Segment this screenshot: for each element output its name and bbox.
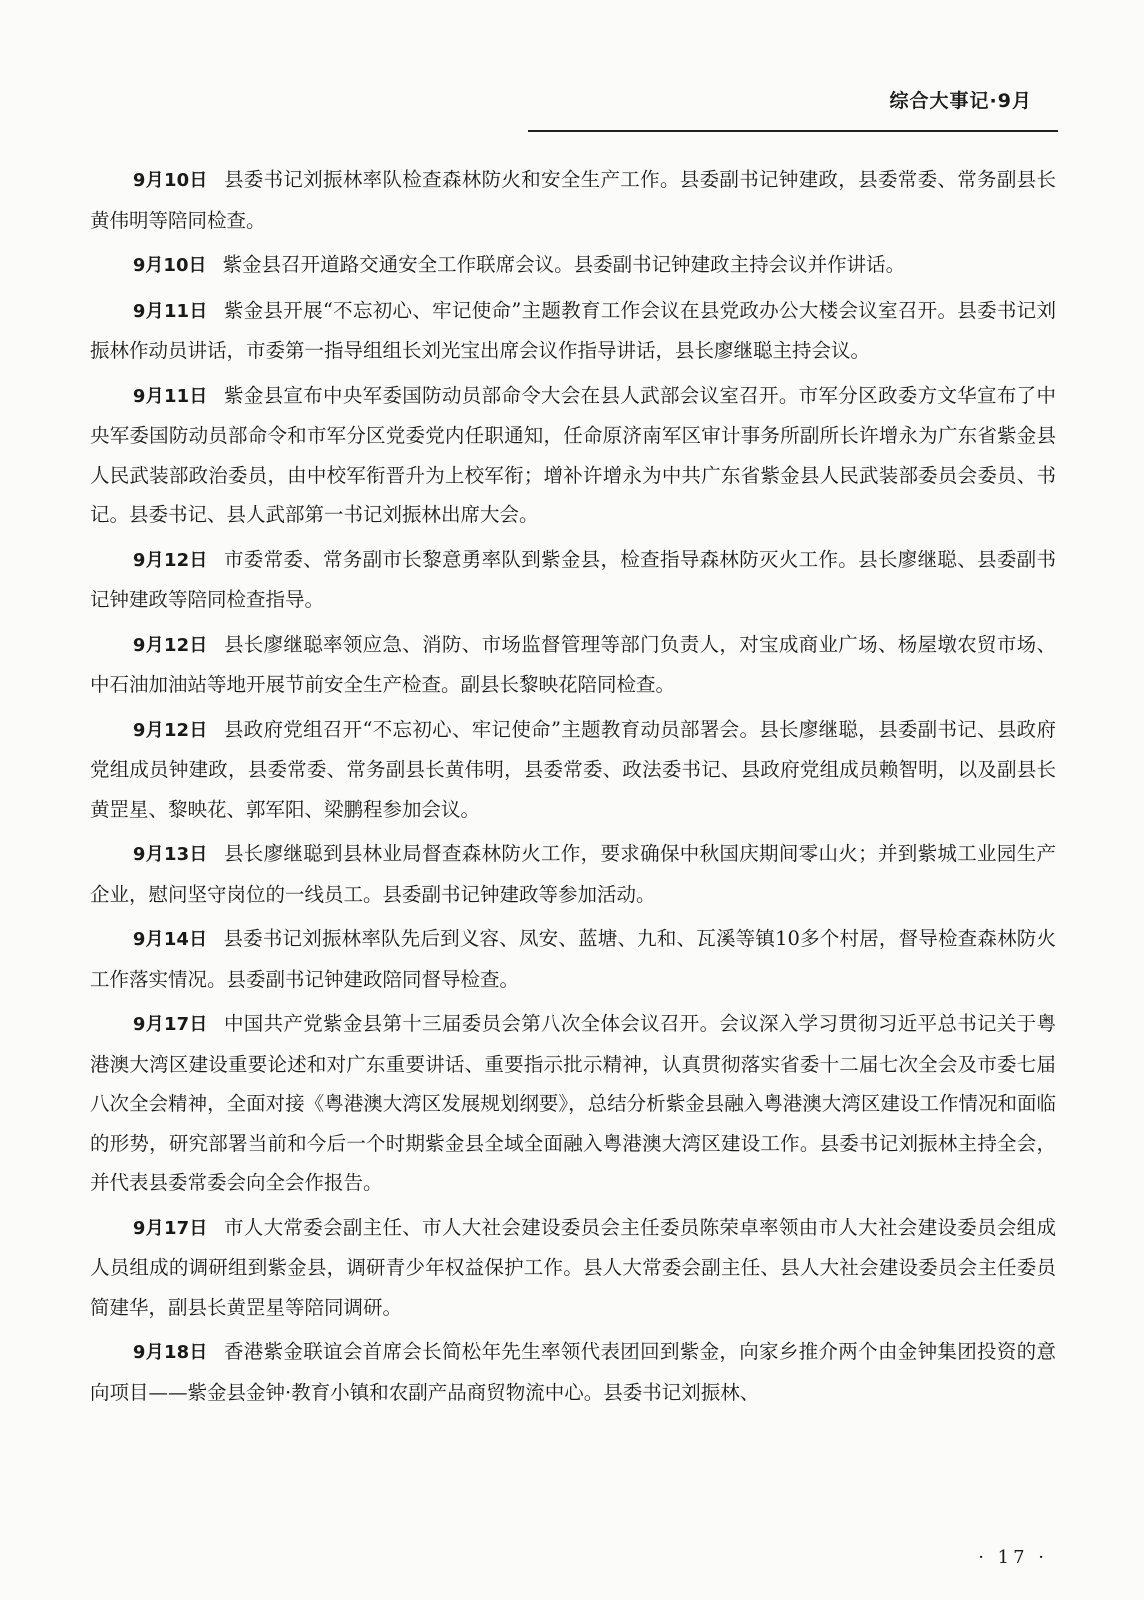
chronicle-entry [90,625,1056,705]
chronicle-entry [90,1332,1056,1412]
entry-text: 紫金县开展“不忘初心、牢记使命”主题教育工作会议在县党政办公大楼会议室召开。县委书记刘振林作动员讲话，市委第一指导组组长刘光宝出席会议作指导讲话，县长廖继聪主持会议。 [90,298,1056,362]
entry-text: 县长廖继聪率领应急、消防、市场监督管理等部门负责人，对宝成商业广场、杨屋墩农贸市场、中石油加油站等地开展节前安全生产检查。副县长黎映花陪同检查。 [90,632,1056,696]
entry-text: 香港紫金联谊会首席会长简松年先生率领代表团回到紫金，向家乡推介两个由金钟集团投资的意向项目——紫金县金钟·教育小镇和农副产品商贸物流中心。县委书记刘振林、 [90,1340,1056,1404]
entry-date: 9月12日 [132,719,208,741]
entry-text: 紫金县宣布中央军委国防动员部命令大会在县人武部会议室召开。市军分区政委方文华宣布了中央军委国防动员部命令和市军分区党委党内任职通知，任命原济南军区审计事务所副所长许增永为广东省紫金县人民武装部政治委员，由中校军衔晋升为上校军衔；增补许增永为中共广东省紫金县人民武装部委员会委员、书记。县委书记、县人武部第一书记刘振林出席大会。 [90,383,1056,526]
chronicle-entry [90,376,1056,535]
entry-date: 9月10日 [132,170,208,191]
entry-date: 9月10日 [132,255,207,276]
entry-date: 9月11日 [132,300,208,322]
entry-date: 9月18日 [132,1342,208,1363]
entry-date: 9月11日 [132,385,208,407]
entry-date: 9月12日 [132,634,208,656]
chronicle-entry [90,540,1056,620]
entry-text: 县政府党组召开“不忘初心、牢记使命”主题教育动员部署会。县长廖继聪，县委副书记、县政府党组成员钟建政，县委常委、常务副县长黄伟明，县委常委、政法委书记、县政府党组成员赖智明，以及副县长黄罡星、黎映花、郭军阳、梁鹏程参加会议。 [90,717,1056,821]
entry-text: 市人大常委会副主任、市人大社会建设委员会主任委员陈荣卓率领由市人大社会建设委员会组成人员组成的调研组到紫金县，调研青少年权益保护工作。县人大常委会副主任、县人大社会建设委员会主任委员简建华，副县长黄罡星等陪同调研。 [90,1215,1056,1319]
running-header: 综合大事记·9月 [889,90,1032,112]
entry-text: 县委书记刘振林率队检查森林防火和安全生产工作。县委副书记钟建政，县委常委、常务副县长黄伟明等陪同检查。 [90,168,1056,232]
chronicle-entry [90,710,1056,830]
chronicle-entry [90,160,1056,240]
entry-date: 9月13日 [132,844,208,865]
entry-text: 县长廖继聪到县林业局督查森林防火工作，要求确保中秋国庆期间零山火；并到紫城工业园生产企业，慰问坚守岗位的一线员工。县委副书记钟建政等参加活动。 [90,842,1056,906]
entry-date: 9月17日 [132,1014,208,1035]
chronicle-entry [90,1208,1056,1328]
chronicle-entry [90,1004,1056,1203]
chronicle-entry [90,919,1056,999]
entry-text: 中国共产党紫金县第十三届委员会第八次全体会议召开。会议深入学习贯彻习近平总书记关于粤港澳大湾区建设重要论述和对广东重要讲话、重要指示批示精神，认真贯彻落实省委十二届七次全会及市委七届八次全会精神，全面对接《粤港澳大湾区发展规划纲要》，总结分析紫金县融入粤港澳大湾区建设工作情况和面临的形势，研究部署当前和今后一个时期紫金县全域全面融入粤港澳大湾区建设工作。县委书记刘振林主持全会，并代表县委常委会向全会作报告。 [90,1012,1056,1194]
chronicle-entry [90,834,1056,914]
entry-date: 9月12日 [132,549,208,571]
entry-date: 9月17日 [132,1217,208,1239]
entry-text: 紫金县召开道路交通安全工作联席会议。县委副书记钟建政主持会议并作讲话。 [222,253,906,276]
entry-text: 市委常委、常务副市长黎意勇率队到紫金县，检查指导森林防灭火工作。县长廖继聪、县委副书记钟建政等陪同检查指导。 [90,547,1056,611]
entry-text: 县委书记刘振林率队先后到义容、凤安、蓝塘、九和、瓦溪等镇10多个村居，督导检查森林防火工作落实情况。县委副书记钟建政陪同督导检查。 [90,927,1056,991]
chronicle-entry [90,245,1056,286]
page-number: · 17 · [978,1547,1048,1568]
entry-date: 9月14日 [132,929,208,950]
header-rule [528,130,1058,132]
chronicle-entries [90,160,1056,1417]
chronicle-entry [90,291,1056,371]
